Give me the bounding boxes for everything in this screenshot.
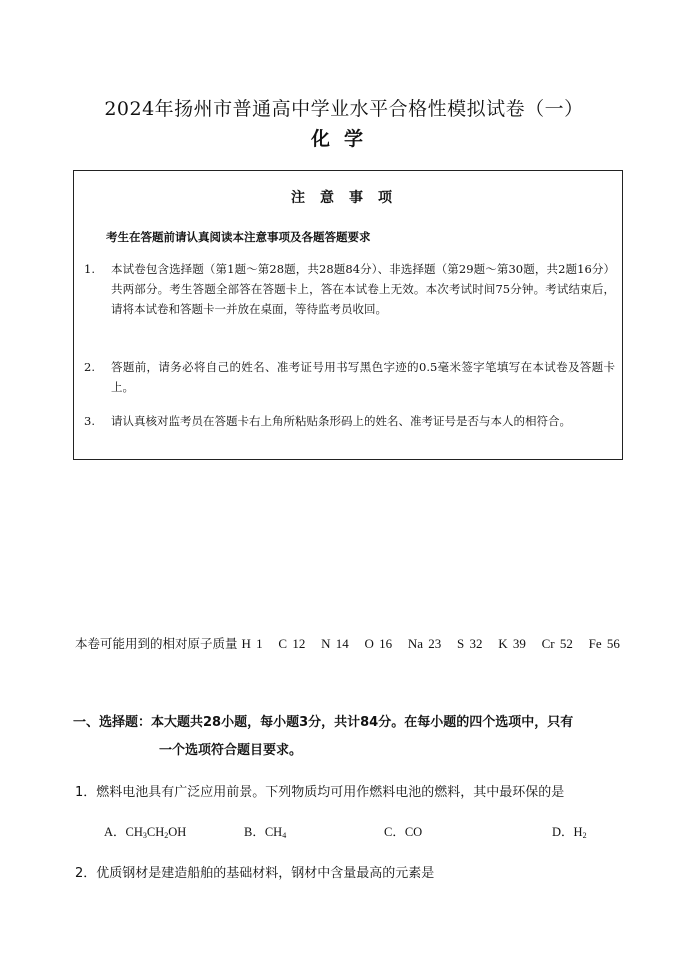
option-d: D．$H_2$ [552, 825, 587, 840]
question-2-stem: 2．优质钢材是建造船舶的基础材料，钢材中含量最高的元素是 [75, 866, 435, 881]
notice-box [73, 170, 623, 460]
notice-lead: 考生在答题前请认真阅读本注意事项及各题答题要求 [106, 230, 371, 244]
notice-item-number: 3. [84, 414, 95, 428]
exam-title: 2024年扬州市普通高中学业水平合格性模拟试卷（一） [104, 98, 584, 120]
notice-item-text: 答题前，请务必将自己的姓名、准考证号用书写黑色字迹的0.5毫米签字笔填写在本试卷及答题卡上。 [111, 360, 615, 394]
option-a: A．$CH_3CH_2OH$ [104, 825, 187, 840]
atomic-mass-line [75, 634, 620, 652]
section-heading: 一、选择题：本大题共28小题，每小题3分，共计84分。在每小题的四个选项中，只有 [73, 715, 574, 730]
notice-title: 注意事项 [291, 190, 407, 206]
atomic-mass-values: H 1 C 12 N 14 O 16 Na 23 S 32 K 39 Cr 52 Fe 56 [241, 636, 620, 651]
notice-item-number: 2. [84, 360, 95, 374]
section-heading-continued: 一个选项符合题目要求。 [159, 743, 303, 758]
atomic-mass-label: 本卷可能用到的相对原子质量 [75, 636, 238, 651]
notice-item-text: 请认真核对监考员在答题卡右上角所粘贴条形码上的姓名、准考证号是否与本人的相符合。 [111, 414, 571, 428]
question-1-stem: 1．燃料电池具有广泛应用前景。下列物质均可用作燃料电池的燃料，其中最环保的是 [75, 785, 565, 800]
option-c: C．CO [384, 825, 423, 839]
subject-title: 化学 [310, 128, 377, 150]
notice-item-number: 1. [84, 262, 95, 276]
notice-item-text: 本试卷包含选择题（第1题～第28题，共28题84分）、非选择题（第29题～第30题，共2题16分）共两部分。考生答题全部答在答题卡上，答在本试卷上无效。本次考试时间75分钟。考试结束后，请将本试卷和答题卡一并放在桌面，等待监考员收回。 [111, 262, 615, 316]
option-b: B．$CH_4$ [244, 825, 287, 840]
